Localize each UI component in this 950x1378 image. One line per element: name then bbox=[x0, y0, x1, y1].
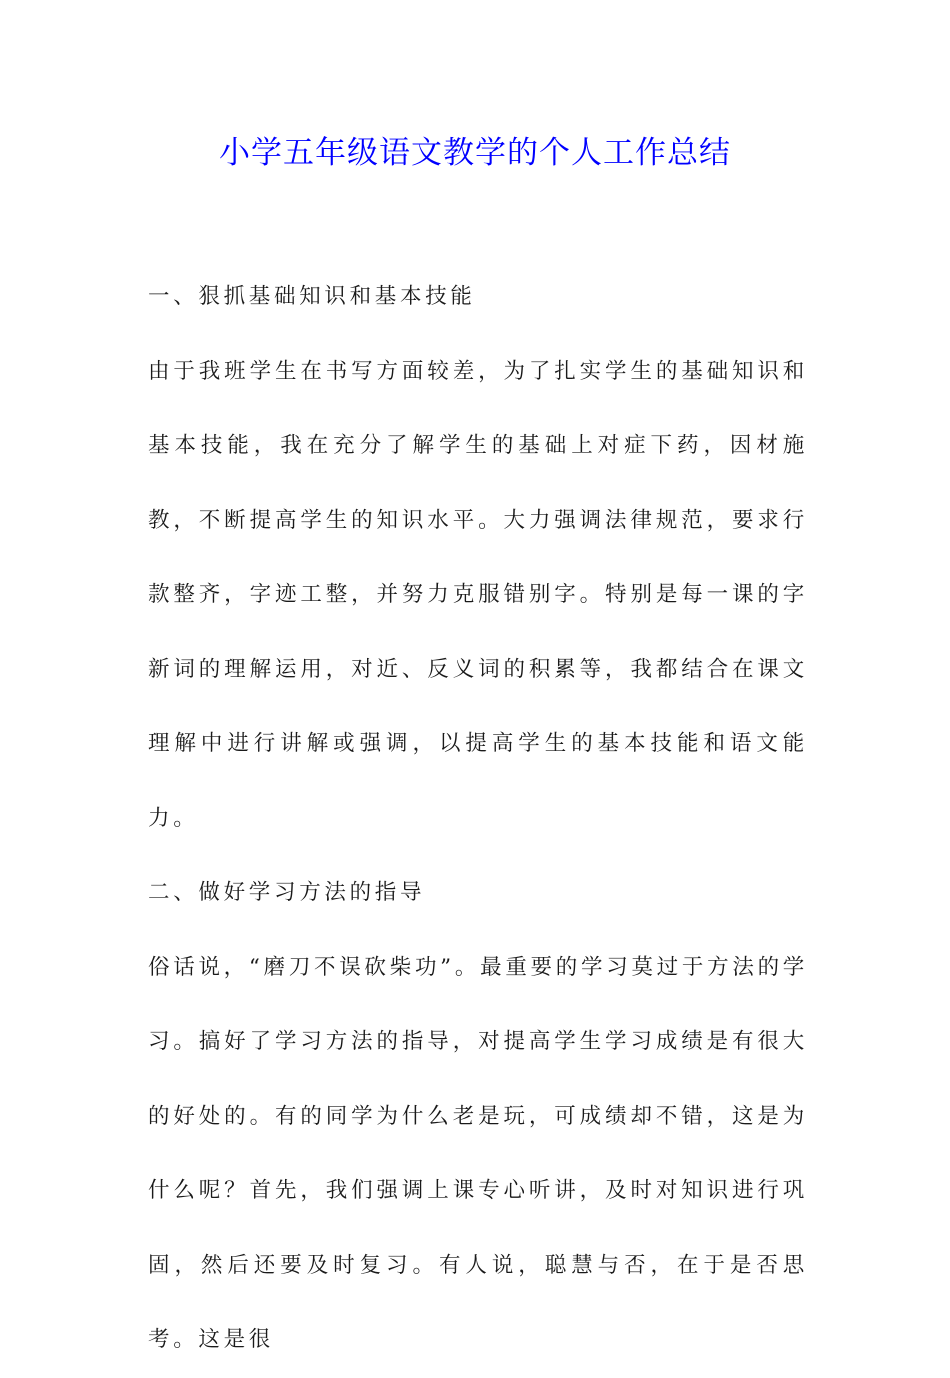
section-heading-1: 一、狠抓基础知识和基本技能 bbox=[148, 284, 476, 309]
body-paragraph-1: 由于我班学生在书写方面较差，为了扎实学生的基础知识和基本技能，我在充分了解学生的基础上对症下药，因材施教，不断提高学生的知识水平。大力强调法律规范，要求行款整齐，字迹工整，并努力克服错别字。特别是每一课的字新词的理解运用，对近、反义词的积累等，我都结合在课文理解中进行讲解或强调，以提高学生的基本技能和语文能力。 bbox=[148, 358, 808, 831]
document-title: 小学五年级语文教学的个人工作总结 bbox=[219, 135, 731, 171]
body-paragraph-2: 俗话说，“磨刀不误砍柴功”。最重要的学习莫过于方法的学习。搞好了学习方法的指导，对提高学生学习成绩是有很大的好处的。有的同学为什么老是玩，可成绩却不错，这是为什么呢？首先，我们强调上课专心听讲，及时对知识进行巩固，然后还要及时复习。有人说，聪慧与否，在于是否思考。这是很 bbox=[148, 954, 808, 1352]
document-body bbox=[148, 260, 808, 1378]
section-heading-2: 二、做好学习方法的指导 bbox=[148, 880, 426, 905]
